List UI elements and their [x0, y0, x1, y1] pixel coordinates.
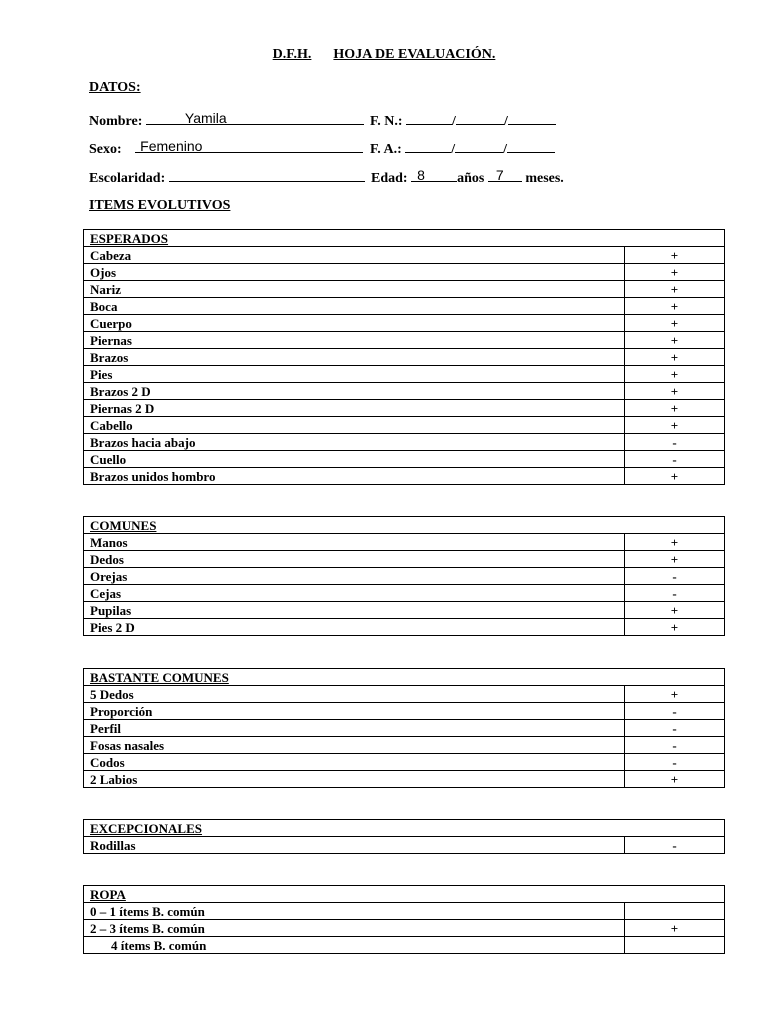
- escolaridad-field[interactable]: [169, 168, 365, 182]
- item-mark-cell[interactable]: +: [625, 315, 725, 332]
- edad-meses-value: 7: [495, 167, 504, 183]
- table-excepcionales: [83, 819, 725, 854]
- fa-month-field[interactable]: [455, 139, 503, 153]
- item-mark-cell[interactable]: +: [625, 920, 725, 937]
- item-label: Piernas 2 D: [84, 400, 625, 417]
- table-row: [84, 434, 725, 451]
- item-label: Brazos: [84, 349, 625, 366]
- item-mark-cell[interactable]: -: [625, 434, 725, 451]
- escolaridad-label: Escolaridad:: [89, 171, 166, 186]
- sexo-field[interactable]: [135, 139, 363, 153]
- table-header-row: [84, 517, 725, 534]
- nombre-row: [89, 111, 364, 130]
- table-row: [84, 349, 725, 366]
- item-mark-cell[interactable]: [625, 937, 725, 954]
- fn-label: F. N.:: [370, 114, 403, 129]
- item-label: Cabeza: [84, 247, 625, 264]
- item-label: Piernas: [84, 332, 625, 349]
- item-mark-cell[interactable]: -: [625, 754, 725, 771]
- edad-label: Edad:: [371, 171, 408, 186]
- table-row: [84, 366, 725, 383]
- item-label: Brazos unidos hombro: [84, 468, 625, 485]
- item-label: Perfil: [84, 720, 625, 737]
- sexo-row: [89, 139, 363, 158]
- item-mark-cell[interactable]: -: [625, 451, 725, 468]
- item-label: Ojos: [84, 264, 625, 281]
- table-header-row: [84, 886, 725, 903]
- item-label: 2 Labios: [84, 771, 625, 788]
- table-bastante-comunes: [83, 668, 725, 788]
- item-label: Pies 2 D: [84, 619, 625, 636]
- fa-row: F. A.: / /: [370, 139, 555, 158]
- fn-day-field[interactable]: [406, 111, 452, 125]
- edad-row: [371, 168, 564, 187]
- item-label: Fosas nasales: [84, 737, 625, 754]
- table-row: [84, 602, 725, 619]
- item-label: 2 – 3 ítems B. común: [84, 920, 625, 937]
- table-title: [84, 669, 725, 686]
- item-mark-cell[interactable]: +: [625, 298, 725, 315]
- item-label: Pies: [84, 366, 625, 383]
- anos-label: años: [457, 171, 485, 186]
- item-mark-cell[interactable]: +: [625, 400, 725, 417]
- table-title-text: EXCEPCIONALES: [90, 820, 202, 836]
- item-mark-cell[interactable]: +: [625, 281, 725, 298]
- item-mark-cell[interactable]: +: [625, 602, 725, 619]
- table-row: [84, 737, 725, 754]
- table-row: [84, 754, 725, 771]
- table-title-text: ROPA: [90, 886, 126, 902]
- item-label: 0 – 1 ítems B. común: [84, 903, 625, 920]
- page-title: [0, 47, 768, 63]
- item-mark-cell[interactable]: -: [625, 703, 725, 720]
- table-row: [84, 400, 725, 417]
- table-row: [84, 551, 725, 568]
- item-label: Manos: [84, 534, 625, 551]
- item-label: Dedos: [84, 551, 625, 568]
- table-row: [84, 903, 725, 920]
- table-row: [84, 619, 725, 636]
- table-row: [84, 686, 725, 703]
- table-row: [84, 281, 725, 298]
- form-code: D.F.H.: [272, 47, 312, 62]
- item-label: Proporción: [84, 703, 625, 720]
- item-mark-cell[interactable]: +: [625, 332, 725, 349]
- item-label: Brazos 2 D: [84, 383, 625, 400]
- table-row: [84, 920, 725, 937]
- sexo-value: Femenino: [140, 138, 203, 154]
- item-mark-cell[interactable]: +: [625, 247, 725, 264]
- fa-day-field[interactable]: [405, 139, 451, 153]
- item-mark-cell[interactable]: +: [625, 264, 725, 281]
- table-row: [84, 837, 725, 854]
- table-title: [84, 820, 725, 837]
- table-title-text: ESPERADOS: [90, 230, 169, 246]
- item-mark-cell[interactable]: -: [625, 720, 725, 737]
- item-mark-cell[interactable]: -: [625, 737, 725, 754]
- table-ropa: [83, 885, 725, 954]
- table-row: [84, 585, 725, 602]
- table-row: [84, 703, 725, 720]
- fa-label: F. A.:: [370, 142, 402, 157]
- item-label: Cabello: [84, 417, 625, 434]
- table-comunes: [83, 516, 725, 636]
- edad-meses-field[interactable]: [488, 168, 522, 182]
- item-mark-cell[interactable]: +: [625, 771, 725, 788]
- item-label: Cuerpo: [84, 315, 625, 332]
- table-row: [84, 937, 725, 954]
- table-row: [84, 417, 725, 434]
- nombre-field[interactable]: [146, 111, 364, 125]
- item-mark-cell[interactable]: +: [625, 534, 725, 551]
- edad-anos-value: 8: [417, 167, 425, 183]
- item-mark-cell[interactable]: +: [625, 619, 725, 636]
- table-header-row: [84, 820, 725, 837]
- table-header-row: [84, 669, 725, 686]
- item-label: 4 ítems B. común: [84, 937, 625, 954]
- fn-month-field[interactable]: [456, 111, 504, 125]
- table-row: [84, 247, 725, 264]
- table-title: [84, 886, 725, 903]
- item-label: Rodillas: [84, 837, 625, 854]
- table-row: [84, 264, 725, 281]
- fn-year-field[interactable]: [508, 111, 556, 125]
- item-mark-cell[interactable]: [625, 903, 725, 920]
- item-mark-cell[interactable]: +: [625, 349, 725, 366]
- table-title: [84, 517, 725, 534]
- item-label: Orejas: [84, 568, 625, 585]
- nombre-value: Yamila: [184, 110, 227, 126]
- item-mark-cell[interactable]: +: [625, 686, 725, 703]
- item-mark-cell[interactable]: -: [625, 568, 725, 585]
- table-row: [84, 298, 725, 315]
- table-esperados: [83, 229, 725, 485]
- item-label: Boca: [84, 298, 625, 315]
- item-label: Codos: [84, 754, 625, 771]
- form-title: HOJA DE EVALUACIÓN.: [333, 47, 496, 62]
- item-mark-cell[interactable]: +: [625, 383, 725, 400]
- table-row: [84, 383, 725, 400]
- item-label: Pupilas: [84, 602, 625, 619]
- table-row: [84, 451, 725, 468]
- item-mark-cell[interactable]: +: [625, 417, 725, 434]
- table-title-text: BASTANTE COMUNES: [90, 669, 229, 685]
- item-mark-cell[interactable]: +: [625, 551, 725, 568]
- item-label: Nariz: [84, 281, 625, 298]
- item-mark-cell[interactable]: +: [625, 468, 725, 485]
- fa-year-field[interactable]: [507, 139, 555, 153]
- edad-anos-field[interactable]: [411, 168, 457, 182]
- items-heading: ITEMS EVOLUTIVOS: [89, 198, 231, 213]
- table-row: [84, 720, 725, 737]
- item-label: 5 Dedos: [84, 686, 625, 703]
- item-label: Cejas: [84, 585, 625, 602]
- item-label: Brazos hacia abajo: [84, 434, 625, 451]
- table-row: [84, 468, 725, 485]
- table-row: [84, 568, 725, 585]
- table-title: [84, 230, 725, 247]
- nombre-label: Nombre:: [89, 114, 143, 129]
- table-row: [84, 332, 725, 349]
- table-row: [84, 771, 725, 788]
- escolaridad-row: [89, 168, 365, 187]
- item-mark-cell[interactable]: +: [625, 366, 725, 383]
- table-header-row: [84, 230, 725, 247]
- fn-row: F. N.: / /: [370, 111, 556, 130]
- table-row: [84, 534, 725, 551]
- item-label: Cuello: [84, 451, 625, 468]
- item-mark-cell[interactable]: -: [625, 837, 725, 854]
- item-mark-cell[interactable]: -: [625, 585, 725, 602]
- table-title-text: COMUNES: [90, 517, 157, 533]
- sexo-label: Sexo:: [89, 142, 122, 157]
- datos-heading: DATOS:: [89, 80, 141, 95]
- meses-label: meses.: [525, 171, 564, 186]
- table-row: [84, 315, 725, 332]
